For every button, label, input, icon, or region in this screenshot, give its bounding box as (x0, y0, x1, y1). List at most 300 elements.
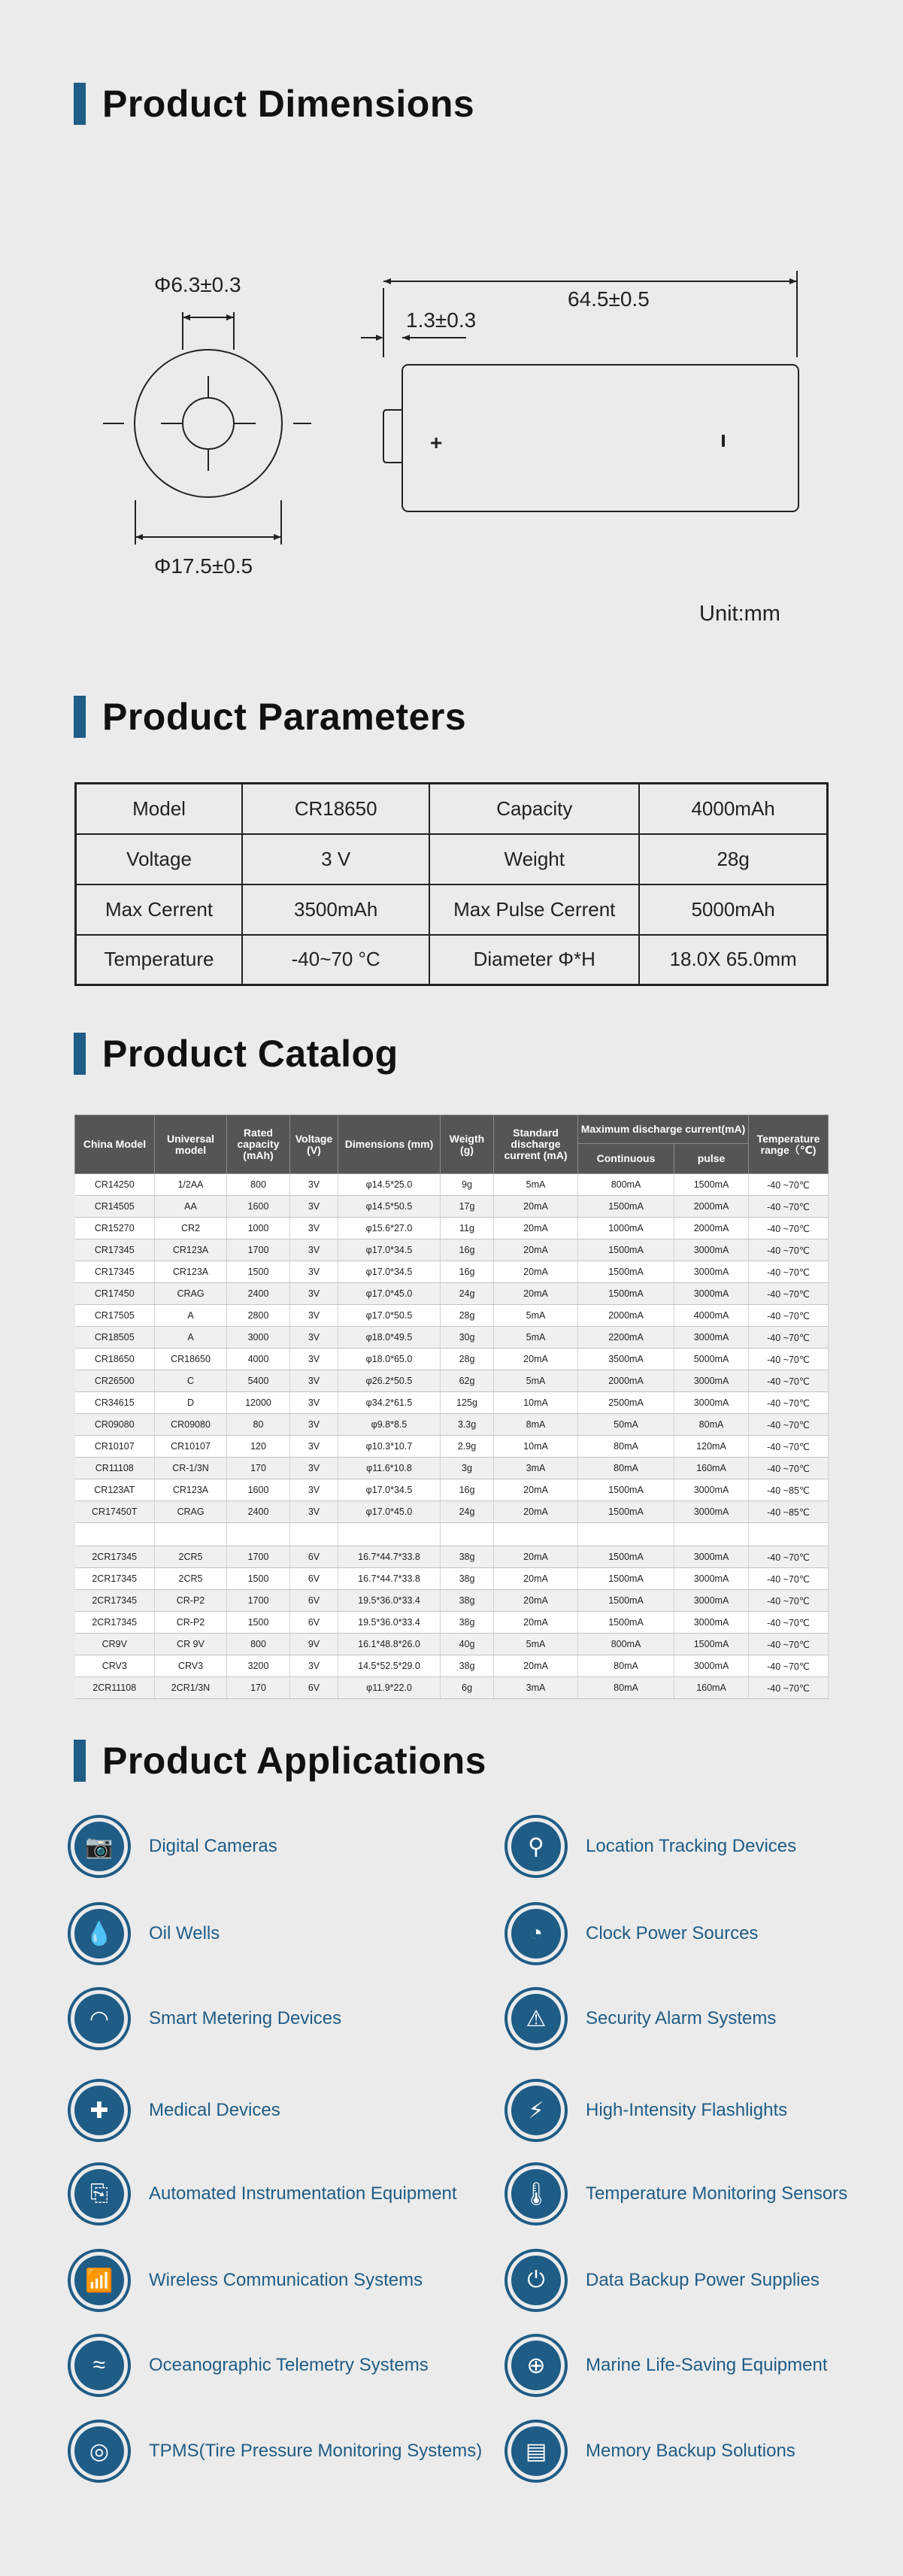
param-label: Capacity (429, 784, 639, 834)
cell-rated-capacity: 170 (227, 1677, 290, 1699)
positive-terminal-sign: + (430, 431, 443, 454)
cell-continuous-discharge: 1500mA (578, 1196, 674, 1218)
cell-temperature-range: -40 ~70℃ (749, 1392, 829, 1414)
cell-continuous-discharge: 80mA (578, 1655, 674, 1677)
cell-universal-model: CRAG (155, 1501, 227, 1523)
cell-pulse-discharge: 3000mA (674, 1283, 749, 1305)
col-header-temperature: Temperature range（℃) (749, 1115, 829, 1174)
heading-accent-bar (74, 1740, 86, 1782)
cell-temperature-range: -40 ~85℃ (749, 1479, 829, 1501)
param-value: 5000mAh (639, 884, 827, 935)
cell-voltage: 3V (290, 1414, 338, 1436)
cell-pulse-discharge: 2000mA (674, 1218, 749, 1239)
cell-weight: 16g (441, 1261, 494, 1283)
param-value: CR18650 (242, 784, 429, 834)
application-item (505, 1985, 776, 2053)
cell-standard-discharge: 3mA (494, 1458, 578, 1479)
cell-side-body (402, 365, 798, 511)
cell-continuous-discharge: 3500mA (578, 1349, 674, 1370)
cell-voltage: 3V (290, 1501, 338, 1523)
cell-dimensions: φ10.3*10.7 (338, 1436, 441, 1458)
cell-standard-discharge: 5mA (494, 1305, 578, 1327)
col-header-continuous: Continuous (578, 1144, 674, 1174)
catalog-row (75, 1349, 829, 1370)
application-label: Smart Metering Devices (149, 2008, 342, 2028)
cell-china-model: CR9V (75, 1634, 155, 1655)
parameters-row (76, 884, 828, 935)
application-item (68, 1985, 341, 2053)
cell-china-model (75, 1523, 155, 1546)
cell-voltage: 3V (290, 1392, 338, 1414)
param-label: Model (76, 784, 243, 834)
cell-universal-model: CRAG (155, 1283, 227, 1305)
param-value: 18.0X 65.0mm (639, 935, 827, 985)
heading-accent-bar (74, 1033, 86, 1075)
cell-dimensions: 19.5*36.0*33.4 (338, 1612, 441, 1634)
cell-voltage: 6V (290, 1568, 338, 1590)
application-item (505, 2247, 820, 2314)
cell-china-model: CR14250 (75, 1174, 155, 1196)
parameters-row (76, 935, 828, 985)
cell-pulse-discharge: 3000mA (674, 1590, 749, 1612)
cell-pulse-discharge: 5000mA (674, 1349, 749, 1370)
cell-voltage: 3V (290, 1174, 338, 1196)
cell-temperature-range: -40 ~70℃ (749, 1349, 829, 1370)
cell-dimensions: φ17.0*34.5 (338, 1239, 441, 1261)
cell-dimensions: φ14.5*50.5 (338, 1196, 441, 1218)
param-value: 4000mAh (639, 784, 827, 834)
cell-rated-capacity: 1500 (227, 1568, 290, 1590)
cell-china-model: CR10107 (75, 1436, 155, 1458)
catalog-row (75, 1305, 829, 1327)
cell-china-model: 2CR17345 (75, 1612, 155, 1634)
cell-weight: 2.9g (441, 1436, 494, 1458)
cell-pulse-discharge: 3000mA (674, 1261, 749, 1283)
dimension-drawing (0, 226, 903, 602)
col-header-china-model: China Model (75, 1115, 155, 1174)
col-header-dimensions: Dimensions (mm) (338, 1115, 441, 1174)
cell-weight: 11g (441, 1218, 494, 1239)
cell-dimensions: φ11.6*10.8 (338, 1458, 441, 1479)
section-title: Product Catalog (102, 1033, 398, 1075)
cell-voltage: 3V (290, 1196, 338, 1218)
cell-china-model: CR18505 (75, 1327, 155, 1349)
lifebuoy-icon: ⊕ (505, 2334, 568, 2397)
application-label: Medical Devices (149, 2100, 280, 2120)
cell-standard-discharge: 20mA (494, 1283, 578, 1305)
cell-rated-capacity: 1500 (227, 1612, 290, 1634)
cell-rated-capacity: 4000 (227, 1349, 290, 1370)
tire-icon: ◎ (68, 2420, 131, 2483)
cell-pulse-discharge: 3000mA (674, 1501, 749, 1523)
cell-dimensions: φ17.0*45.0 (338, 1283, 441, 1305)
catalog-row (75, 1546, 829, 1568)
cell-voltage: 3V (290, 1283, 338, 1305)
section-heading-dimensions (74, 83, 474, 125)
cell-china-model: CR09080 (75, 1414, 155, 1436)
catalog-row (75, 1677, 829, 1699)
cell-temperature-range: -40 ~70℃ (749, 1305, 829, 1327)
cell-temperature-range: -40 ~70℃ (749, 1414, 829, 1436)
cell-rated-capacity: 800 (227, 1634, 290, 1655)
heading-accent-bar (74, 696, 86, 738)
cell-weight: 17g (441, 1196, 494, 1218)
gauge-icon: ◠ (68, 1987, 131, 2050)
cell-end-outer-circle (135, 350, 282, 497)
cell-dimensions: φ34.2*61.5 (338, 1392, 441, 1414)
param-label: Weight (429, 834, 639, 884)
cell-voltage: 3V (290, 1479, 338, 1501)
cell-china-model: 2CR17345 (75, 1590, 155, 1612)
cell-continuous-discharge: 1500mA (578, 1546, 674, 1568)
cell-temperature-range: -40 ~70℃ (749, 1677, 829, 1699)
cell-voltage (290, 1523, 338, 1546)
application-item (68, 2417, 482, 2485)
cell-standard-discharge: 3mA (494, 1677, 578, 1699)
cell-continuous-discharge: 80mA (578, 1677, 674, 1699)
cell-temperature-range: -40 ~85℃ (749, 1501, 829, 1523)
cell-china-model: CRV3 (75, 1655, 155, 1677)
param-value: 28g (639, 834, 827, 884)
cell-continuous-discharge: 1500mA (578, 1283, 674, 1305)
cell-dimensions: φ18.0*65.0 (338, 1349, 441, 1370)
cell-china-model: CR15270 (75, 1218, 155, 1239)
param-value: 3500mAh (242, 884, 429, 935)
cell-temperature-range: -40 ~70℃ (749, 1283, 829, 1305)
cell-dimensions: 16.7*44.7*33.8 (338, 1568, 441, 1590)
cell-rated-capacity: 2400 (227, 1283, 290, 1305)
cell-rated-capacity: 5400 (227, 1370, 290, 1392)
catalog-row (75, 1634, 829, 1655)
cell-standard-discharge: 10mA (494, 1392, 578, 1414)
cell-standard-discharge: 10mA (494, 1436, 578, 1458)
cell-weight: 6g (441, 1677, 494, 1699)
cell-rated-capacity: 1000 (227, 1218, 290, 1239)
application-label: TPMS(Tire Pressure Monitoring Systems) (149, 2441, 483, 2461)
cell-dimensions: 14.5*52.5*29.0 (338, 1655, 441, 1677)
cell-pulse-discharge: 3000mA (674, 1327, 749, 1349)
cell-weight: 30g (441, 1327, 494, 1349)
cell-rated-capacity: 1600 (227, 1196, 290, 1218)
cell-temperature-range: -40 ~70℃ (749, 1261, 829, 1283)
catalog-row (75, 1523, 829, 1546)
param-label: Voltage (76, 834, 243, 884)
cell-continuous-discharge (578, 1523, 674, 1546)
cell-pulse-discharge: 80mA (674, 1414, 749, 1436)
cell-voltage: 3V (290, 1327, 338, 1349)
cell-china-model: CR14505 (75, 1196, 155, 1218)
application-label: Temperature Monitoring Sensors (586, 2183, 848, 2204)
application-label: Marine Life-Saving Equipment (586, 2355, 828, 2375)
cell-weight: 38g (441, 1546, 494, 1568)
cell-standard-discharge: 5mA (494, 1327, 578, 1349)
cell-weight: 24g (441, 1501, 494, 1523)
param-label: Diameter Φ*H (429, 935, 639, 985)
cell-weight: 9g (441, 1174, 494, 1196)
catalog-row (75, 1590, 829, 1612)
application-label: Automated Instrumentation Equipment (149, 2183, 457, 2204)
cell-pulse-discharge: 3000mA (674, 1239, 749, 1261)
cell-temperature-range: -40 ~70℃ (749, 1327, 829, 1349)
camera-icon: 📷 (68, 1815, 131, 1878)
cell-universal-model: CR-P2 (155, 1590, 227, 1612)
cell-temperature-range: -40 ~70℃ (749, 1458, 829, 1479)
catalog-row (75, 1655, 829, 1677)
cell-dimensions (338, 1523, 441, 1546)
length-label: 64.5±0.5 (568, 287, 650, 311)
cell-rated-capacity: 800 (227, 1174, 290, 1196)
cell-weight: 28g (441, 1305, 494, 1327)
catalog-row (75, 1174, 829, 1196)
cell-standard-discharge: 20mA (494, 1612, 578, 1634)
cell-weight (441, 1523, 494, 1546)
cell-china-model: CR34615 (75, 1392, 155, 1414)
param-label: Max Cerrent (76, 884, 243, 935)
section-heading-applications (74, 1740, 486, 1782)
cell-pulse-discharge: 3000mA (674, 1546, 749, 1568)
cell-voltage: 6V (290, 1546, 338, 1568)
application-item (68, 2077, 280, 2144)
catalog-row (75, 1218, 829, 1239)
heading-accent-bar (74, 83, 86, 125)
cell-china-model: CR18650 (75, 1349, 155, 1370)
cell-temperature-range: -40 ~70℃ (749, 1568, 829, 1590)
outer-diameter-label: Φ17.5±0.5 (154, 554, 253, 578)
cell-weight: 3g (441, 1458, 494, 1479)
cell-dimensions: φ9.8*8.5 (338, 1414, 441, 1436)
cell-continuous-discharge: 1000mA (578, 1218, 674, 1239)
cell-standard-discharge: 5mA (494, 1174, 578, 1196)
col-header-standard-discharge: Standard discharge current (mA) (494, 1115, 578, 1174)
cell-continuous-discharge: 80mA (578, 1436, 674, 1458)
application-item (505, 2332, 828, 2399)
cell-continuous-discharge: 1500mA (578, 1501, 674, 1523)
cell-temperature-range: -40 ~70℃ (749, 1655, 829, 1677)
cell-china-model: 2CR17345 (75, 1568, 155, 1590)
cell-continuous-discharge: 1500mA (578, 1239, 674, 1261)
cell-rated-capacity: 2800 (227, 1305, 290, 1327)
catalog-row (75, 1501, 829, 1523)
cell-continuous-discharge: 800mA (578, 1634, 674, 1655)
application-item (68, 2160, 457, 2228)
cell-weight: 24g (441, 1283, 494, 1305)
catalog-row (75, 1612, 829, 1634)
cell-rated-capacity: 1600 (227, 1479, 290, 1501)
cell-temperature-range: -40 ~70℃ (749, 1612, 829, 1634)
cell-pulse-discharge: 1500mA (674, 1634, 749, 1655)
cell-standard-discharge: 20mA (494, 1501, 578, 1523)
cell-universal-model: CR18650 (155, 1349, 227, 1370)
cell-universal-model: CR123A (155, 1261, 227, 1283)
cell-rated-capacity: 80 (227, 1414, 290, 1436)
cell-rated-capacity: 12000 (227, 1392, 290, 1414)
cell-rated-capacity: 3200 (227, 1655, 290, 1677)
cell-temperature-range: -40 ~70℃ (749, 1436, 829, 1458)
cell-universal-model: A (155, 1327, 227, 1349)
col-header-pulse: pulse (674, 1144, 749, 1174)
cell-voltage: 3V (290, 1349, 338, 1370)
cell-rated-capacity: 170 (227, 1458, 290, 1479)
cell-pulse-discharge: 3000mA (674, 1479, 749, 1501)
cell-temperature-range: -40 ~70℃ (749, 1196, 829, 1218)
section-title: Product Applications (102, 1740, 486, 1782)
catalog-row (75, 1392, 829, 1414)
cell-voltage: 3V (290, 1655, 338, 1677)
cell-pulse-discharge: 3000mA (674, 1612, 749, 1634)
param-value: 3 V (242, 834, 429, 884)
cell-continuous-discharge: 1500mA (578, 1590, 674, 1612)
cell-continuous-discharge: 2200mA (578, 1327, 674, 1349)
instrument-icon: ⎘ (68, 2162, 131, 2226)
cell-standard-discharge: 20mA (494, 1546, 578, 1568)
cell-voltage: 3V (290, 1218, 338, 1239)
cell-continuous-discharge: 2000mA (578, 1370, 674, 1392)
cell-temperature-range: -40 ~70℃ (749, 1218, 829, 1239)
cell-continuous-discharge: 2500mA (578, 1392, 674, 1414)
oil-drop-icon: 💧 (68, 1902, 131, 1965)
cell-weight: 16g (441, 1479, 494, 1501)
cell-pulse-discharge: 3000mA (674, 1370, 749, 1392)
application-item (68, 2247, 423, 2314)
cell-standard-discharge: 20mA (494, 1349, 578, 1370)
cell-dimensions: φ17.0*45.0 (338, 1501, 441, 1523)
application-item (505, 2077, 787, 2144)
cell-continuous-discharge: 80mA (578, 1458, 674, 1479)
flashlight-icon: ⚡ (505, 2079, 568, 2142)
cell-pulse-discharge: 160mA (674, 1677, 749, 1699)
param-label: Temperature (76, 935, 243, 985)
section-heading-parameters (74, 696, 466, 738)
cell-dimensions: 16.7*44.7*33.8 (338, 1546, 441, 1568)
cell-rated-capacity: 1700 (227, 1546, 290, 1568)
thermometer-icon: 🌡 (505, 2162, 568, 2226)
catalog-row (75, 1458, 829, 1479)
application-label: Oceanographic Telemetry Systems (149, 2355, 429, 2375)
section-title: Product Parameters (102, 696, 467, 738)
memory-backup-icon: ▤ (505, 2420, 568, 2483)
col-header-max-discharge: Maximum discharge current(mA) (578, 1115, 749, 1144)
location-pin-icon: ⚲ (505, 1815, 568, 1878)
cell-continuous-discharge: 1500mA (578, 1612, 674, 1634)
cell-universal-model: C (155, 1370, 227, 1392)
cell-temperature-range (749, 1523, 829, 1546)
cell-voltage: 6V (290, 1590, 338, 1612)
cell-voltage: 9V (290, 1634, 338, 1655)
application-label: Data Backup Power Supplies (586, 2270, 820, 2290)
cell-universal-model: CR10107 (155, 1436, 227, 1458)
application-item (505, 1813, 796, 1880)
cell-dimensions: φ14.5*25.0 (338, 1174, 441, 1196)
section-title: Product Dimensions (102, 83, 475, 125)
cell-voltage: 3V (290, 1458, 338, 1479)
cell-pulse-discharge: 3000mA (674, 1655, 749, 1677)
cell-pulse-discharge: 4000mA (674, 1305, 749, 1327)
application-item (68, 1813, 277, 1880)
catalog-row (75, 1327, 829, 1349)
cell-standard-discharge: 20mA (494, 1655, 578, 1677)
application-label: Location Tracking Devices (586, 1836, 797, 1856)
cell-temperature-range: -40 ~70℃ (749, 1174, 829, 1196)
cell-continuous-discharge: 2000mA (578, 1305, 674, 1327)
inner-diameter-label: Φ6.3±0.3 (154, 273, 241, 296)
cell-weight: 38g (441, 1590, 494, 1612)
cell-universal-model: 2CR5 (155, 1546, 227, 1568)
cell-china-model: CR17345 (75, 1239, 155, 1261)
catalog-row (75, 1370, 829, 1392)
cell-standard-discharge: 20mA (494, 1196, 578, 1218)
cell-weight: 125g (441, 1392, 494, 1414)
application-label: High-Intensity Flashlights (586, 2100, 788, 2120)
cell-temperature-range: -40 ~70℃ (749, 1546, 829, 1568)
cell-weight: 16g (441, 1239, 494, 1261)
cell-universal-model: 2CR5 (155, 1568, 227, 1590)
cell-voltage: 3V (290, 1239, 338, 1261)
cell-weight: 3.3g (441, 1414, 494, 1436)
cell-rated-capacity: 3000 (227, 1327, 290, 1349)
cell-china-model: CR17450 (75, 1283, 155, 1305)
cell-china-model: 2CR11108 (75, 1677, 155, 1699)
catalog-row (75, 1283, 829, 1305)
cell-dimensions: φ17.0*34.5 (338, 1479, 441, 1501)
catalog-row (75, 1414, 829, 1436)
col-header-universal-model: Universal model (155, 1115, 227, 1174)
application-item (68, 1900, 220, 1968)
cell-standard-discharge: 5mA (494, 1370, 578, 1392)
cell-china-model: CR17450T (75, 1501, 155, 1523)
cell-dimensions: φ26.2*50.5 (338, 1370, 441, 1392)
cell-universal-model: CR123A (155, 1479, 227, 1501)
cell-dimensions: φ17.0*50.5 (338, 1305, 441, 1327)
cell-voltage: 3V (290, 1436, 338, 1458)
application-item (68, 2332, 429, 2399)
cell-standard-discharge: 20mA (494, 1479, 578, 1501)
cell-continuous-discharge: 1500mA (578, 1568, 674, 1590)
cell-weight: 62g (441, 1370, 494, 1392)
cell-voltage: 6V (290, 1677, 338, 1699)
cell-universal-model: A (155, 1305, 227, 1327)
cell-dimensions: φ15.6*27.0 (338, 1218, 441, 1239)
cell-china-model: CR123AT (75, 1479, 155, 1501)
cell-universal-model: 1/2AA (155, 1174, 227, 1196)
application-item (505, 1900, 758, 1968)
cell-dimensions: 16.1*48.8*26.0 (338, 1634, 441, 1655)
cell-pulse-discharge: 3000mA (674, 1392, 749, 1414)
ocean-wave-icon: ≈ (68, 2334, 131, 2397)
catalog-row (75, 1568, 829, 1590)
cell-voltage: 6V (290, 1612, 338, 1634)
cell-end-inner-circle (183, 398, 234, 449)
cell-standard-discharge: 20mA (494, 1568, 578, 1590)
application-label: Clock Power Sources (586, 1923, 759, 1943)
cell-universal-model: CR-P2 (155, 1612, 227, 1634)
wireless-icon: 📶 (68, 2249, 131, 2312)
parameters-row (76, 784, 828, 834)
param-value: -40~70 °C (242, 935, 429, 985)
cell-voltage: 3V (290, 1305, 338, 1327)
cell-weight: 40g (441, 1634, 494, 1655)
cell-pulse-discharge: 3000mA (674, 1568, 749, 1590)
cell-pulse-discharge: 120mA (674, 1436, 749, 1458)
application-item (505, 2160, 847, 2228)
application-label: Digital Cameras (149, 1836, 277, 1856)
cell-universal-model: CR-1/3N (155, 1458, 227, 1479)
application-label: Security Alarm Systems (586, 2008, 777, 2028)
col-header-rated-capacity: Rated capacity (mAh) (227, 1115, 290, 1174)
cell-weight: 28g (441, 1349, 494, 1370)
cell-standard-discharge: 20mA (494, 1239, 578, 1261)
col-header-weight: Weigth (g) (441, 1115, 494, 1174)
cell-china-model: CR11108 (75, 1458, 155, 1479)
